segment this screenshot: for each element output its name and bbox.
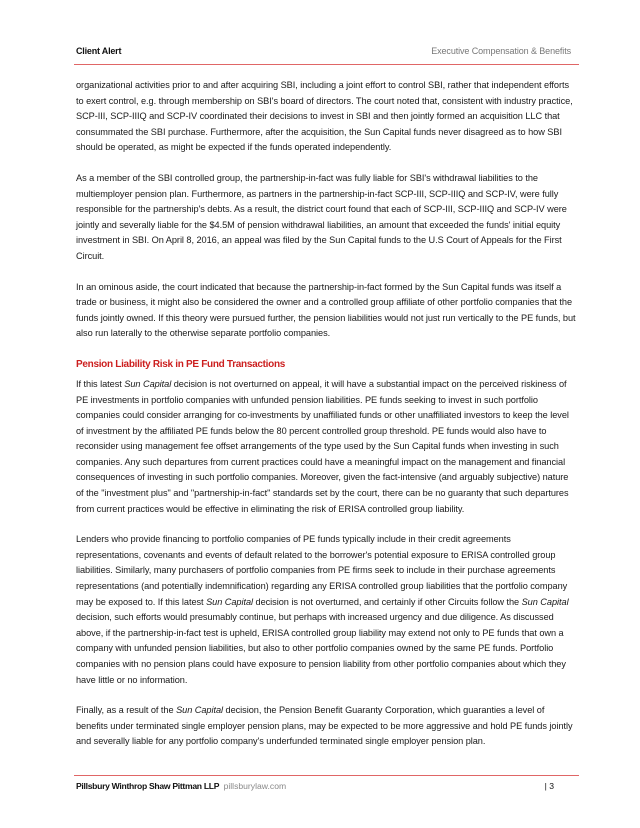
page-footer [76,781,576,797]
text-run: Finally, as a result of the [76,705,177,716]
text-run: If this latest [76,378,125,389]
paragraph-5 [76,532,576,688]
paragraph-1: organizational activities prior to and after acquiring SBI, including a joint effort to control SBI, rather that independent efforts to exert control, e.g. through membership on SBI's board of directors. The court noted that, consistent with industry practice, SCP-III, SCP-IIIQ and SCP-IV coordinated their decisions to invest in SBI and then jointly formed an acquisition LLC that consummated the SBI purchase. Furthermore, after the acquisition, the Sun Capital funds never disagreed as to how SBI should be operated, as might be expected if the funds operated independently. [76,80,573,153]
header-doc-type: Client Alert [76,46,122,56]
text-run: decision is not overturned, and certainly if other Circuits follow the [253,596,522,607]
footer-website-link[interactable]: pillsburylaw.com [223,781,287,791]
footer-divider [74,775,579,776]
paragraph-6 [76,703,576,750]
case-name-italic: Sun Capital [521,596,569,607]
document-body [76,78,576,765]
text-run: decision, such efforts would presumably continue, but perhaps with increased urgency and due diligence. As discussed above, if the partnership-in-fact test is upheld, ERISA controlled group liability may extend not only to PE funds that own a company with unfunded pension liabilities, but also to other portfolio companies owned by the same PE funds. Portfolio companies with no pension plans could have exposure to pension liability from other portfolio companies about which they have little or no information. [76,612,566,685]
footer-firm-name: Pillsbury Winthrop Shaw Pittman LLP [76,781,220,791]
section-heading: Pension Liability Risk in PE Fund Transactions [76,358,286,370]
header-practice-area: Executive Compensation & Benefits [431,46,571,56]
page-header [74,46,579,66]
case-name-italic: Sun Capital [124,378,172,389]
page-number: | 3 [544,781,554,791]
paragraph-3: In an ominous aside, the court indicated that because the partnership-in-fact formed by the Sun Capital funds was itself a trade or business, it might also be considered the owner and a controlled group affiliate of other portfolio companies that the funds jointly owned. If this theory were pursued further, the pension liabilities would not just run vertically to the PE funds, but also run laterally to the otherwise separate portfolio companies. [76,281,576,339]
paragraph-4 [76,377,576,517]
text-run: Lenders who provide financing to portfolio companies of PE funds typically include in their credit agreements representations, covenants and events of default related to the borrower's potential exposure to ERISA controlled group liabilities. Similarly, many purchasers of portfolio companies from PE firms seek to include in their purchase agreements representations (and potentially indemnification) regarding any ERISA controlled group liabilities that the portfolio company may be exposed to. If this latest [76,534,568,607]
text-run: decision is not overturned on appeal, it will have a substantial impact on the perceived riskiness of PE investments in portfolio companies with unfunded pension liabilities. PE funds seeking to invest in such portfolio companies could consider arranging for co-investments by unaffiliated funds or other unaffiliated investors to keep the level of investment by the affiliated PE funds below the 80 percent controlled group threshold. PE funds would also have to reconsider using management fee offset arrangements of the type used by the Sun Capital funds when investing in such companies. Any such departures from current practices could have a meaningful impact on the management and financial consequences of investing in such portfolio companies. Moreover, given the fact-intensive (and arguably subjective) nature of the "investment plus" and "partnership-in-fact" standards set by the court, there can be no guaranty that such departures from current practices would be effective in eliminating the risk of ERISA controlled group liability. [76,378,569,514]
text-run: decision, the Pension Benefit Guaranty Corporation, which guaranties a level of benefits under terminated single employer pension plans, may be expected to be more aggressive and hold PE funds jointly and severally liable for any portfolio company's underfunded terminated single employer pension plan. [76,705,573,747]
case-name-italic: Sun Capital [206,596,254,607]
case-name-italic: Sun Capital [176,705,224,716]
paragraph-2: As a member of the SBI controlled group, the partnership-in-fact was fully liable for SBI's withdrawal liabilities to the multiemployer pension plan. Furthermore, as partners in the partnership-in-fact SCP-III, SCP-IIIQ and SCP-IV, were fully responsible for the partnership's debts. As a result, the district court found that each of SCP-III, SCP-IIIQ and SCP-IV were jointly and severally liable for the $4.5M of pension withdrawal liabilities, an amount that exceeded the funds' initial equity investment in SBI. On April 8, 2016, an appeal was filed by the Sun Capital funds to the U.S Court of Appeals for the First Circuit. [76,172,567,261]
header-divider [74,64,579,65]
